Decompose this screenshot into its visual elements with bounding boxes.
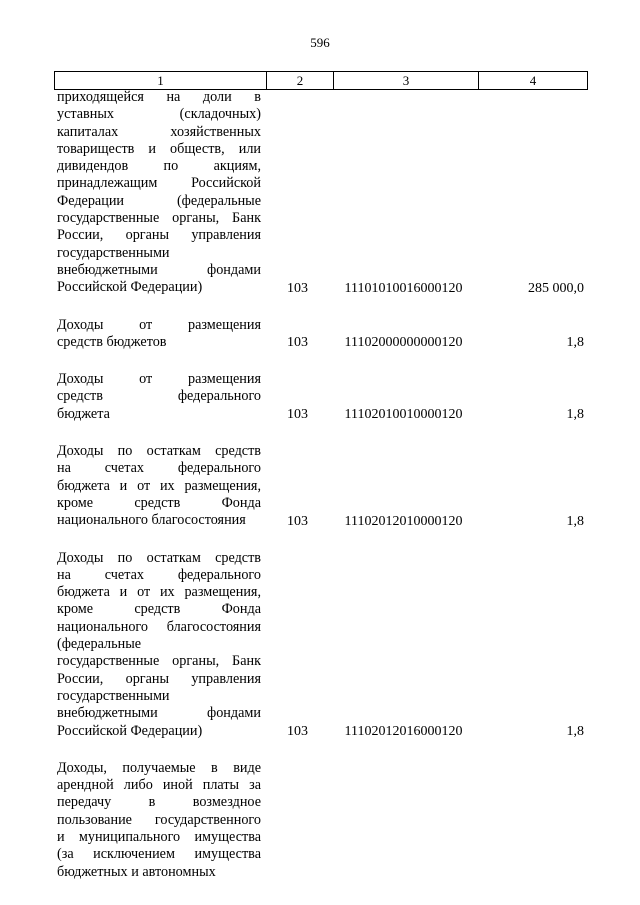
- amount: 1,8: [566, 723, 584, 739]
- amount: 1,8: [566, 407, 584, 423]
- budget-table-body: [54, 89, 587, 881]
- description-line: на счетах федерального: [57, 566, 261, 583]
- column-header-row: [55, 72, 588, 90]
- admin-code: 103: [287, 407, 308, 423]
- description-line: уставных (складочных): [57, 106, 261, 123]
- description-line: кроме средств Фонда: [57, 494, 261, 511]
- budget-classification-code: 11102010010000120: [344, 407, 463, 423]
- amount: 285 000,0: [528, 280, 584, 296]
- table-row: [54, 550, 587, 740]
- table-row: [54, 371, 587, 423]
- admin-code: 103: [287, 280, 308, 296]
- description-line: государственные органы, Банк: [57, 210, 261, 227]
- row-description: [54, 317, 264, 352]
- amount: 1,8: [566, 335, 584, 351]
- row-description: [54, 371, 264, 423]
- amount: 1,8: [566, 513, 584, 529]
- budget-classification-code: 11102012016000120: [344, 723, 463, 739]
- column-header-3: 3: [334, 72, 479, 90]
- description-line: Доходы по остаткам средств: [57, 549, 261, 566]
- description-line: Доходы от размещения: [57, 316, 261, 333]
- description-line: дивидендов по акциям,: [57, 158, 261, 175]
- description-line: товариществ и обществ, или: [57, 140, 261, 157]
- description-line: Федерации (федеральные: [57, 192, 261, 209]
- description-line: России, органы управления: [57, 670, 261, 687]
- description-line: пользование государственного: [57, 811, 261, 828]
- description-line: арендной либо иной платы за: [57, 777, 261, 794]
- description-line: внебюджетными фондами: [57, 705, 261, 722]
- row-gap: [54, 297, 587, 317]
- table-row: [54, 317, 587, 352]
- description-line: капиталах хозяйственных: [57, 123, 261, 140]
- description-line: Доходы, получаемые в виде: [57, 759, 261, 776]
- table-row: [54, 443, 587, 529]
- description-line: передачу в возмездное: [57, 794, 261, 811]
- table-row: [54, 760, 587, 881]
- row-gap: [54, 740, 587, 760]
- description-line: кроме средств Фонда: [57, 601, 261, 618]
- description-line: Российской Федерации): [57, 279, 203, 296]
- row-gap: [54, 423, 587, 443]
- description-line: национального благосостояния: [57, 618, 261, 635]
- column-header-2: 2: [267, 72, 334, 90]
- description-line: бюджета и от их размещения,: [57, 584, 261, 601]
- row-gap: [54, 351, 587, 371]
- description-line: Российской Федерации): [57, 722, 203, 739]
- row-description: [54, 443, 264, 529]
- description-line: (федеральные: [57, 636, 142, 653]
- description-line: Доходы по остаткам средств: [57, 443, 261, 460]
- description-line: государственные органы, Банк: [57, 653, 261, 670]
- column-header-table: [54, 71, 588, 90]
- admin-code: 103: [287, 513, 308, 529]
- column-header-1: 1: [55, 72, 267, 90]
- description-line: бюджета и от их размещения,: [57, 477, 261, 494]
- description-line: бюджетных и автономных: [57, 863, 216, 880]
- budget-classification-code: 11102012010000120: [344, 513, 463, 529]
- column-header-4: 4: [479, 72, 588, 90]
- table-row: [54, 89, 587, 297]
- row-description: [54, 760, 264, 881]
- description-line: Доходы от размещения: [57, 371, 261, 388]
- description-line: и муниципального имущества: [57, 828, 261, 845]
- row-description: [54, 89, 264, 297]
- page-number: 596: [310, 35, 330, 50]
- description-line: на счетах федерального: [57, 460, 261, 477]
- row-gap: [54, 530, 587, 550]
- description-line: (за исключением имущества: [57, 846, 261, 863]
- description-line: приходящейся на доли в: [57, 89, 261, 105]
- description-line: бюджета: [57, 405, 110, 422]
- budget-classification-code: 11101010016000120: [344, 280, 463, 296]
- budget-classification-code: 11102000000000120: [344, 335, 463, 351]
- description-line: государственными: [57, 244, 170, 261]
- admin-code: 103: [287, 723, 308, 739]
- description-line: внебюджетными фондами: [57, 261, 261, 278]
- description-line: государственными: [57, 687, 170, 704]
- description-line: средств федерального: [57, 388, 261, 405]
- row-description: [54, 550, 264, 740]
- description-line: России, органы управления: [57, 227, 261, 244]
- admin-code: 103: [287, 335, 308, 351]
- description-line: принадлежащим Российской: [57, 175, 261, 192]
- description-line: национального благосостояния: [57, 512, 246, 529]
- description-line: средств бюджетов: [57, 333, 167, 350]
